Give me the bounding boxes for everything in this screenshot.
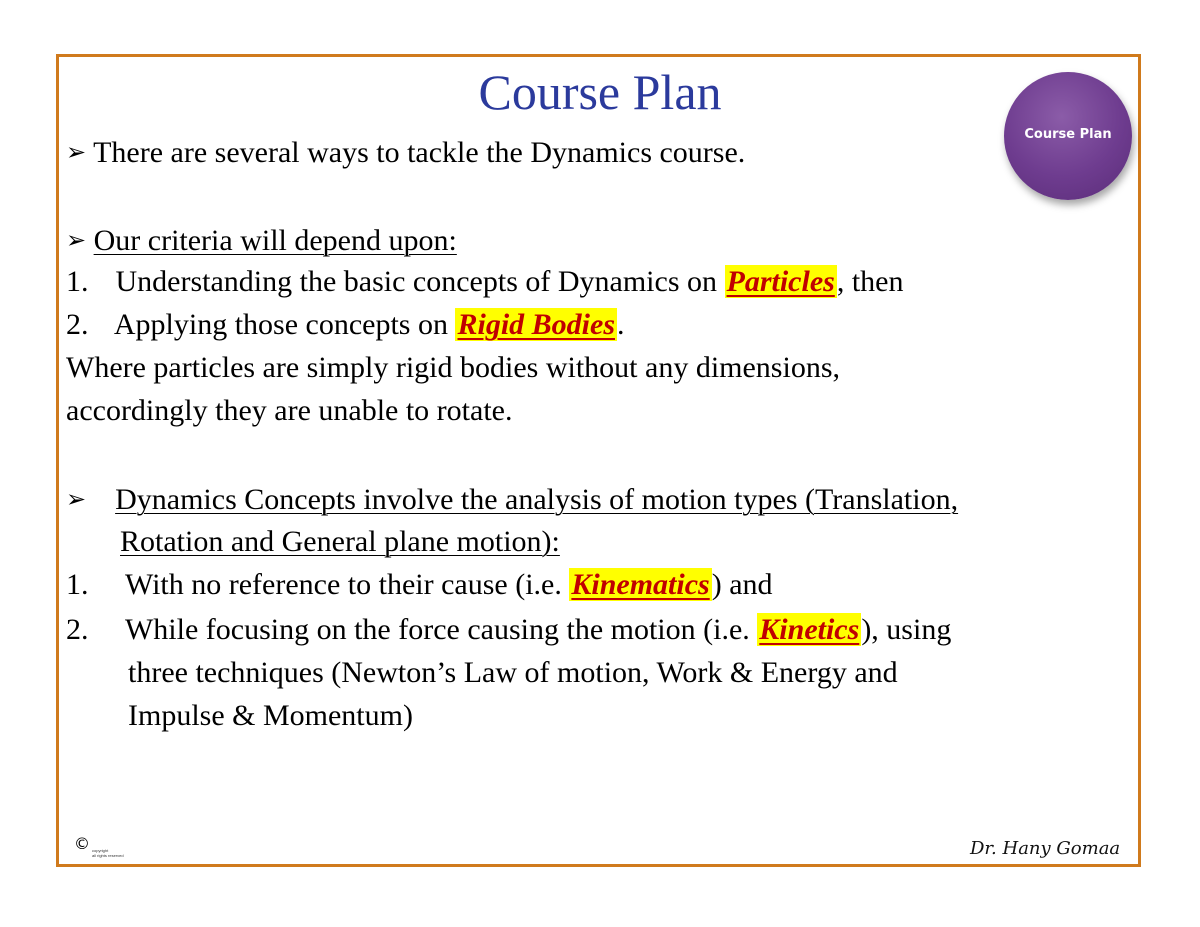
list-item-particles [66, 264, 903, 300]
list-item-kinetics-line-3: Impulse & Momentum) [128, 699, 413, 732]
list-item-rigid-bodies [66, 307, 625, 343]
paragraph-line-1: Where particles are simply rigid bodies without any dimensions, [66, 351, 840, 384]
copyright-line-1: copyright [92, 848, 109, 853]
copyright-mark [74, 834, 134, 864]
copyright-icon: © [74, 834, 90, 853]
item-number: 1. [66, 265, 89, 298]
paragraph-line-2: accordingly they are unable to rotate. [66, 394, 513, 427]
list-item-kinetics [66, 612, 951, 648]
highlight-kinematics: Kinematics [571, 568, 710, 601]
course-plan-badge [1004, 72, 1132, 200]
item-number: 1. [66, 568, 89, 601]
item-number: 2. [66, 308, 89, 341]
list-item-kinetics-line-2: three techniques (Newton’s Law of motion, Work & Energy and [128, 656, 898, 689]
list-item-kinematics [66, 567, 773, 603]
item-tail: ), using [861, 613, 952, 646]
arrow-bullet-icon: ➢ [66, 226, 87, 254]
highlight-kinetics: Kinetics [759, 613, 860, 646]
bullet-1-text: There are several ways to tackle the Dynamics course. [93, 136, 746, 169]
badge-label: Course Plan [1024, 127, 1112, 142]
item-tail: ) and [711, 568, 773, 601]
bullet-3-text-cont: Rotation and General plane motion): [120, 525, 560, 558]
item-number: 2. [66, 613, 89, 646]
bullet-line-3 [66, 481, 958, 518]
item-text: With no reference to their cause (i.e. [124, 568, 570, 601]
highlight-particles: Particles [726, 265, 835, 298]
bullet-line-1 [66, 134, 745, 171]
arrow-bullet-icon: ➢ [66, 485, 87, 513]
bullet-line-2 [66, 222, 457, 259]
item-text: While focusing on the force causing the motion (i.e. [124, 613, 758, 646]
item-text: Applying those concepts on [113, 308, 456, 341]
highlight-rigid-bodies: Rigid Bodies [457, 308, 615, 341]
bullet-2-text: Our criteria will depend upon: [93, 224, 457, 257]
copyright-line-2: all rights reserved [92, 853, 124, 858]
bullet-line-3-cont [120, 524, 560, 560]
bullet-3-text: Dynamics Concepts involve the analysis of motion types (Translation, [115, 483, 959, 516]
item-text: Understanding the basic concepts of Dynamics on [115, 265, 725, 298]
author-signature: Dr. Hany Gomaa [970, 838, 1121, 859]
item-tail: , then [836, 265, 904, 298]
slide-frame [56, 54, 1141, 867]
arrow-bullet-icon: ➢ [66, 138, 87, 166]
item-tail: . [617, 308, 625, 341]
page-title: Course Plan [478, 64, 722, 120]
